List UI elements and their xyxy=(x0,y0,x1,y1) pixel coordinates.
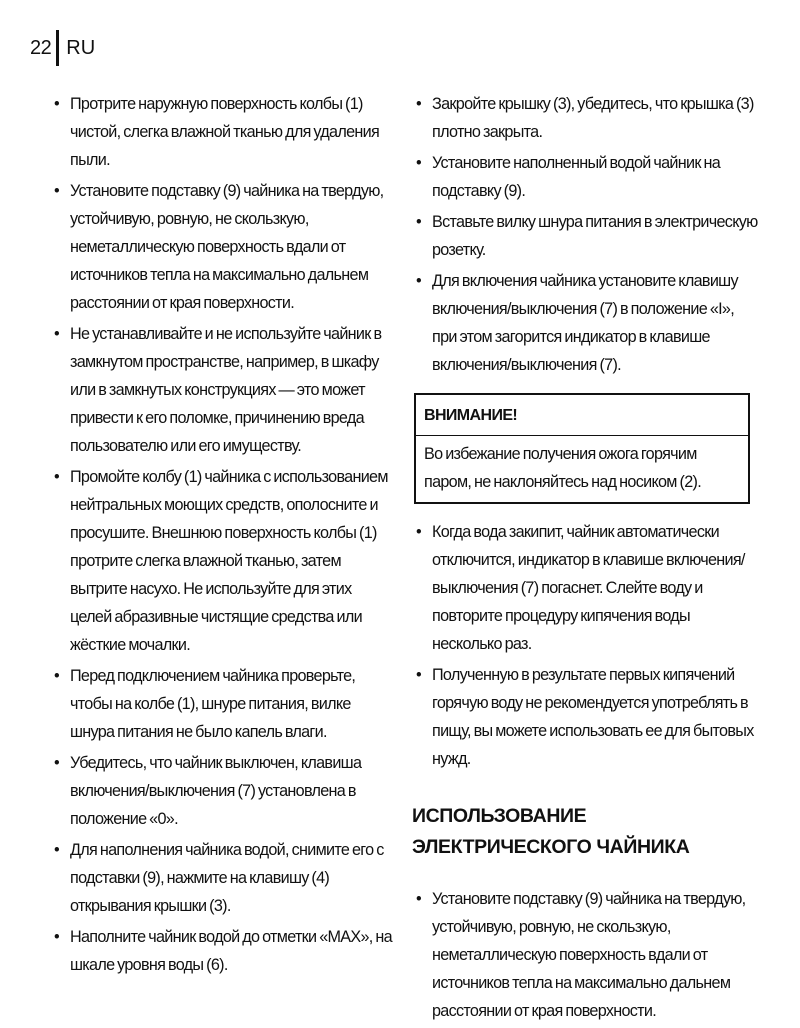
list-item: • Протрите наружную поверхность колбы (1) чистой, слегка влажной тканью для удаления пыли. xyxy=(48,90,394,174)
list-item: • Перед подключением чайника проверьте, чтобы на колбе (1), шнуре питания, вилке шнура питания не было капель влаги. xyxy=(48,662,394,746)
section-heading: ИСПОЛЬЗОВАНИЕ ЭЛЕКТРИЧЕСКОГО ЧАЙНИКА xyxy=(412,805,690,858)
list-item: • Вставьте вилку шнура питания в электрическую розетку. xyxy=(410,208,760,264)
right-bullet-list-top xyxy=(410,90,760,379)
list-item: • Для включения чайника установите клавишу включения/выключения (7) в положение «I», при этом загорится индикатор в клавише включения/выключения (7). xyxy=(410,267,760,379)
list-item: • Убедитесь, что чайник выключен, клавиша включения/выключения (7) установлена в положение «0». xyxy=(48,749,394,833)
list-item: • Не устанавливайте и не используйте чайник в замкнутом пространстве, например, в шкафу или в замкнутых конструкциях — это может привести к его поломке, причинению вреда пользователю или его имуществу. xyxy=(48,320,394,460)
list-item: • Закройте крышку (3), убедитесь, что крышка (3) плотно закрыта. xyxy=(410,90,760,146)
list-item: • Полученную в результате первых кипячений горячую воду не рекомендуется употреблять в пищу, вы можете использовать ее для бытовых нужд. xyxy=(410,661,760,773)
right-column xyxy=(410,90,760,1028)
list-item: • Установите подставку (9) чайника на твердую, устойчивую, ровную, не скользкую, неметаллическую поверхность вдали от источников тепла на максимально дальнем расстоянии от края поверхности. xyxy=(48,177,394,317)
list-item: • Установите подставку (9) чайника на твердую, устойчивую, ровную, не скользкую, неметаллическую поверхность вдали от источников тепла на максимально дальнем расстоянии от края поверхности. xyxy=(410,885,760,1025)
header-divider xyxy=(56,30,59,66)
page-number: 22 xyxy=(30,37,52,59)
page-header xyxy=(30,30,95,66)
right-bullet-list-bottom xyxy=(410,885,760,1025)
warning-text: Во избежание получения ожога горячим паром, не наклоняйтесь над носиком (2). xyxy=(424,445,702,491)
left-bullet-list xyxy=(48,90,394,979)
right-bullet-list-middle xyxy=(410,518,760,773)
list-item: • Промойте колбу (1) чайника с использованием нейтральных моющих средств, ополосните и просушите. Внешнюю поверхность колбы (1) протрите слегка влажной тканью, затем вытрите насухо. Не используйте для этих целей абразивные чистящие средства или жёсткие мочалки. xyxy=(48,463,394,659)
list-item: • Когда вода закипит, чайник автоматически отключится, индикатор в клавише включения/выключения (7) погаснет. Слейте воду и повторите процедуру кипячения воды несколько раз. xyxy=(410,518,760,658)
left-column xyxy=(48,90,394,982)
warning-box xyxy=(414,393,750,504)
list-item: • Наполните чайник водой до отметки «MAX», на шкале уровня воды (6). xyxy=(48,923,394,979)
list-item: • Для наполнения чайника водой, снимите его с подставки (9), нажмите на клавишу (4) открывания крышки (3). xyxy=(48,836,394,920)
language-label: RU xyxy=(66,37,96,59)
warning-title: ВНИМАНИЕ! xyxy=(416,403,748,436)
list-item: • Установите наполненный водой чайник на подставку (9). xyxy=(410,149,760,205)
